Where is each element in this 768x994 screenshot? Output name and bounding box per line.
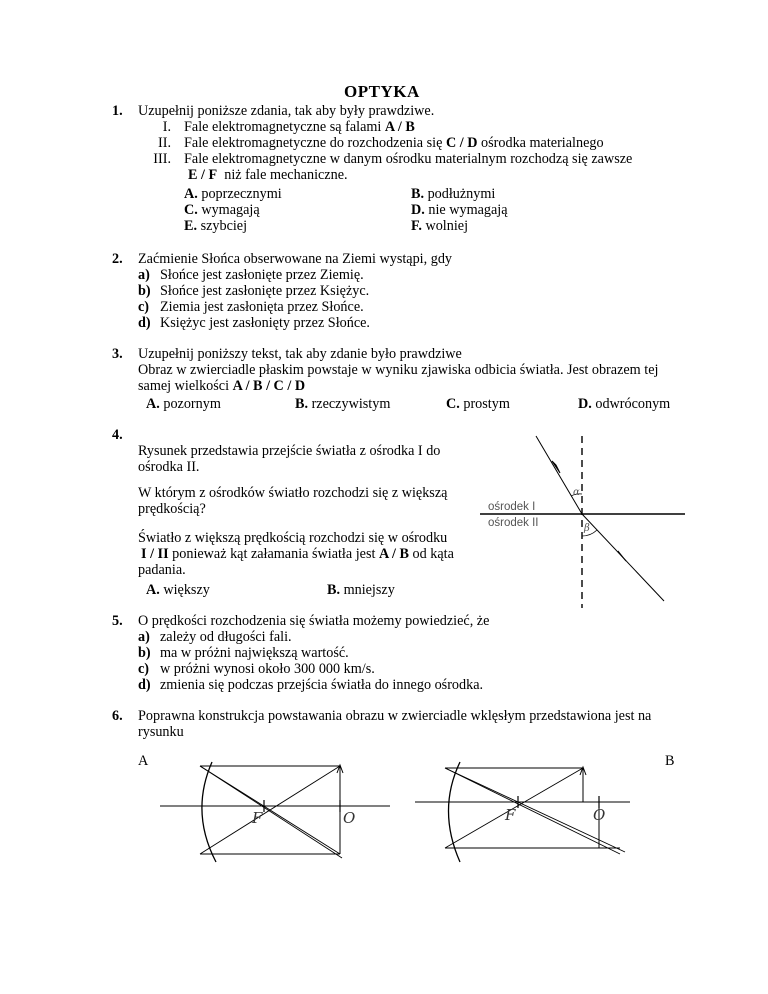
answer-d: d) Księżyc jest zasłonięty przez Słońce. (138, 315, 370, 331)
concave-mirror (449, 762, 461, 862)
center-label: O (343, 809, 356, 827)
question-number: 5. (112, 613, 123, 629)
mirror-diagram-b (415, 762, 630, 872)
option-a: A. większy (146, 582, 210, 598)
roman-numeral: II. (158, 135, 171, 151)
option-b: B. podłużnymi (411, 186, 496, 202)
option-f: F. wolniej (411, 218, 469, 234)
option-d: D. odwróconym (578, 396, 671, 412)
option-a: A. poprzecznymi (184, 186, 282, 202)
arrow-icon (552, 461, 560, 473)
question-text: ośrodka II. (138, 459, 200, 475)
mirror-diagram-a (160, 762, 390, 872)
incident-ray (536, 436, 582, 514)
question-text: padania. (138, 562, 186, 578)
option-b: B. mniejszy (327, 582, 395, 598)
question-text: W którym z ośrodków światło rozchodzi się z większą (138, 485, 448, 501)
option-a: A. pozornym (146, 396, 221, 412)
question-number: 1. (112, 103, 123, 119)
statement-1: Fale elektromagnetyczne są falami A / B (184, 119, 415, 135)
question-text-2: Obraz w zwierciadle płaskim powstaje w wyniku zjawiska odbicia światła. Jest obrazem tej (138, 362, 659, 378)
focus-label: F (505, 806, 516, 824)
question-text: I / II ponieważ kąt załamania światła jest A / B od kąta (141, 546, 454, 562)
answer-b: b) ma w próżni największą wartość. (138, 645, 349, 661)
statement-2: Fale elektromagnetyczne do rozchodzenia się C / D ośrodka materialnego (184, 135, 604, 151)
option-c: C. prostym (446, 396, 510, 412)
roman-numeral: III. (153, 151, 171, 167)
question-text: Światło z większą prędkością rozchodzi się w ośrodku (138, 530, 448, 546)
alpha-label: α (573, 487, 580, 498)
center-label: O (593, 806, 606, 824)
statement-3-cont: E / F niż fale mechaniczne. (188, 167, 348, 183)
figure-a-label: A (138, 753, 149, 769)
question-number: 3. (112, 346, 123, 362)
question-text: prędkością? (138, 501, 206, 517)
statement-3: Fale elektromagnetyczne w danym ośrodku materialnym rozchodzą się zawsze (184, 151, 633, 167)
answer-c: c) w próżni wynosi około 300 000 km/s. (138, 661, 375, 677)
ray (200, 766, 342, 858)
figure-b-label: B (665, 753, 675, 769)
medium-2-label: ośrodek II (488, 517, 539, 529)
answer-a: a) Słońce jest zasłonięte przez Ziemię. (138, 267, 364, 283)
question-text: Uzupełnij poniższy tekst, tak aby zdanie było prawdziwe (138, 346, 462, 362)
focus-label: F (252, 809, 263, 827)
option-b: B. rzeczywistym (295, 396, 391, 412)
beta-label: β (584, 523, 590, 534)
question-number: 6. (112, 708, 123, 724)
question-text: Poprawna konstrukcja powstawania obrazu w zwierciadle wklęsłym przedstawiona jest na (138, 708, 652, 724)
answer-a: a) zależy od długości fali. (138, 629, 292, 645)
page-title: OPTYKA (344, 82, 420, 101)
question-text: O prędkości rozchodzenia się światła możemy powiedzieć, że (138, 613, 490, 629)
roman-numeral: I. (162, 119, 171, 135)
question-text-3: samej wielkości A / B / C / D (138, 378, 306, 394)
question-text: Rysunek przedstawia przejście światła z ośrodka I do (138, 443, 441, 459)
question-text-2: rysunku (138, 724, 184, 740)
answer-d: d) zmienia się podczas przejścia światła do innego ośrodka. (138, 677, 484, 693)
question-number: 2. (112, 251, 123, 267)
refraction-diagram (480, 436, 690, 616)
question-number: 4. (112, 427, 123, 443)
question-text: Zaćmienie Słońca obserwowane na Ziemi wystąpi, gdy (138, 251, 453, 267)
answer-c: c) Ziemia jest zasłonięta przez Słońce. (138, 299, 364, 315)
question-text: Uzupełnij poniższe zdania, tak aby były prawdziwe. (138, 103, 435, 119)
option-d: D. nie wymagają (411, 202, 508, 218)
concave-mirror (202, 762, 216, 862)
answer-b: b) Słońce jest zasłonięte przez Księżyc. (138, 283, 370, 299)
arrow-icon (618, 551, 626, 561)
option-e: E. szybciej (184, 218, 248, 234)
medium-1-label: ośrodek I (488, 501, 536, 513)
option-c: C. wymagają (184, 202, 260, 218)
